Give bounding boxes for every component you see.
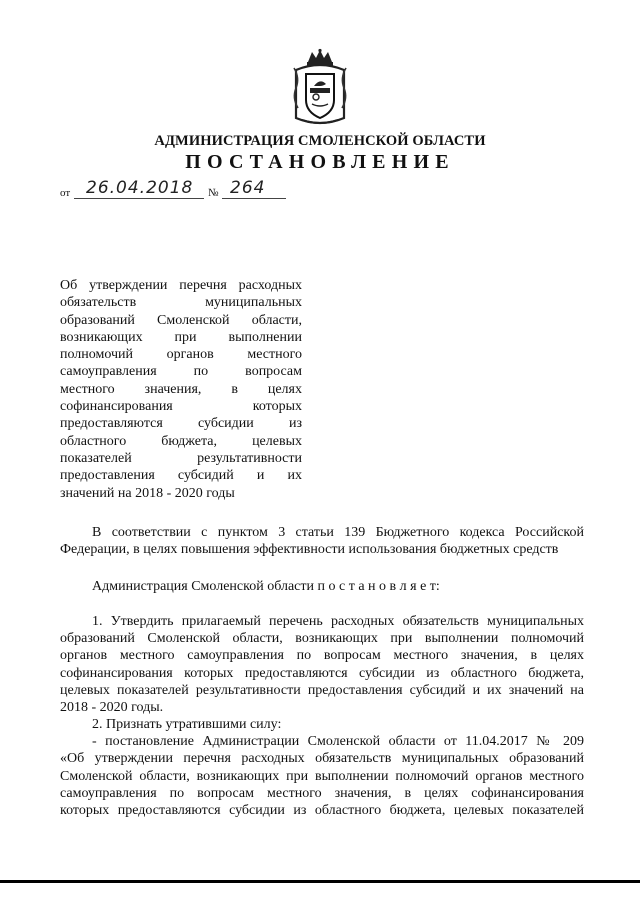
item-1-line: целевых показателей результативности предоставления субсидий и их значений на xyxy=(60,682,584,698)
item-2-line: 2. Признать утратившими силу: xyxy=(92,717,282,732)
subject-line: возникающих при выполнении xyxy=(60,329,302,345)
item-1-paragraph xyxy=(60,613,584,716)
decree-line: Администрация Смоленской области п о с т а н о в л я е т: xyxy=(92,579,440,594)
item-2-paragraph xyxy=(60,716,584,819)
subject-line: софинансирования которых xyxy=(60,399,302,415)
subject-line: областного бюджета, целевых xyxy=(60,433,302,449)
date-underline xyxy=(74,198,204,199)
item-2-line: Смоленской области, возникающих при выполнении полномочий органов местного xyxy=(60,768,584,784)
preamble-paragraph xyxy=(60,524,584,558)
item-2-line: самоуправления по вопросам местного значения, в целях софинансирования xyxy=(60,785,584,801)
preamble-line: Федерации, в целях повышения эффективности использования бюджетных средств xyxy=(60,542,559,558)
document-subject xyxy=(60,277,302,502)
page-bottom-border xyxy=(0,880,640,883)
subject-line: Об утверждении перечня расходных xyxy=(60,278,302,293)
document-type-title: ПОСТАНОВЛЕНИЕ xyxy=(185,151,455,173)
item-1-line: образований Смоленской области, возникающих при выполнении полномочий xyxy=(60,631,584,647)
item-1-line: 2018 - 2020 годы. xyxy=(60,700,164,716)
item-2-line: которых предоставляются субсидии из областного бюджета, целевых показателей xyxy=(60,803,584,819)
organization-name: АДМИНИСТРАЦИЯ СМОЛЕНСКОЙ ОБЛАСТИ xyxy=(154,133,486,149)
item-1-line: 1. Утвердить прилагаемый перечень расходных обязательств муниципальных xyxy=(92,614,584,629)
number-prefix: № xyxy=(208,187,219,199)
date-value: 26.04.2018 xyxy=(86,178,194,198)
preamble-line: В соответствии с пунктом 3 статьи 139 Бюджетного кодекса Российской xyxy=(92,525,584,540)
subject-line: обязательств муниципальных xyxy=(60,295,302,311)
subject-line: показателей результативности xyxy=(60,450,302,466)
date-number-line xyxy=(60,177,300,203)
subject-line: местного значения, в целях xyxy=(60,381,302,397)
subject-line: самоуправления по вопросам xyxy=(60,364,302,380)
date-prefix: от xyxy=(60,187,71,199)
subject-line: значений на 2018 - 2020 годы xyxy=(60,485,235,501)
number-underline xyxy=(222,198,286,199)
item-1-line: органов местного самоуправления по вопросам местного значения, в целях xyxy=(60,648,584,664)
item-2-line: «Об утверждении перечня расходных обязательств муниципальных образований xyxy=(60,751,584,767)
number-value: 264 xyxy=(230,178,266,198)
subject-line: полномочий органов местного xyxy=(60,347,302,363)
subject-line: предоставления субсидий и их xyxy=(60,468,302,484)
item-1-line: софинансирования которых предоставляются субсидии из областного бюджета, xyxy=(60,665,584,681)
smolensk-coat-of-arms-icon xyxy=(290,48,350,126)
subject-line: предоставляются субсидии из xyxy=(60,416,302,432)
decree-paragraph xyxy=(60,578,584,595)
item-2-line: - постановление Администрации Смоленской области от 11.04.2017 № 209 xyxy=(92,734,584,750)
subject-line: образований Смоленской области, xyxy=(60,312,302,328)
